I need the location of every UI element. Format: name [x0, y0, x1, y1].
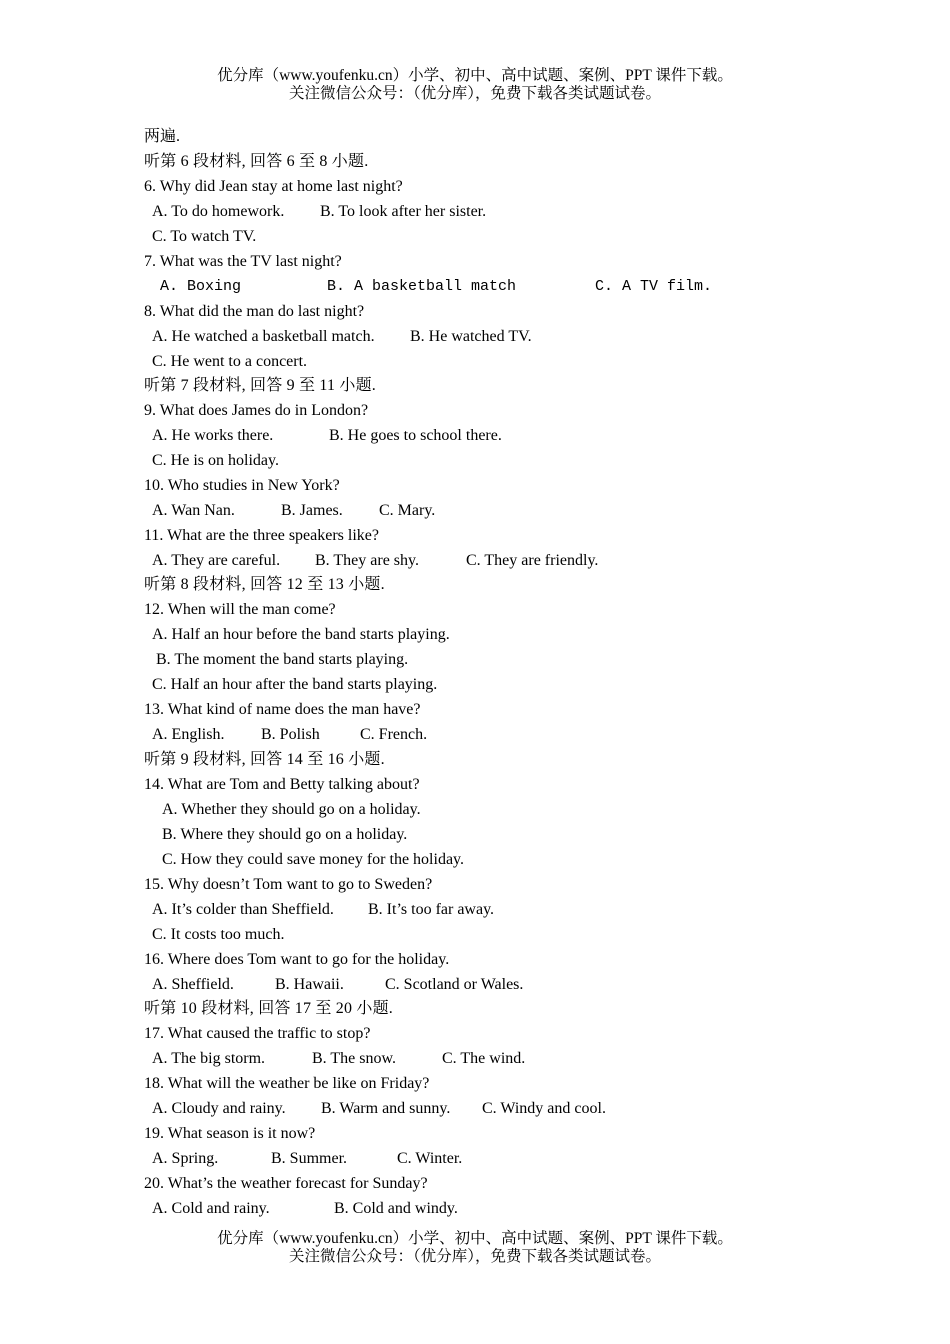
footer-line-2: 关注微信公众号：（优分库），免费下载各类试题试卷。 — [288, 1248, 661, 1265]
question-13: 13. What kind of name does the man have? — [144, 701, 421, 718]
question-18: 18. What will the weather be like on Friday? — [144, 1075, 430, 1092]
question-6-option-c: C. To watch TV. — [152, 228, 257, 245]
question-14-option-a: A. Whether they should go on a holiday. — [162, 801, 421, 818]
question-16-option-b: B. Hawaii. — [275, 976, 344, 993]
page-footer — [0, 1230, 950, 1266]
question-12-option-a: A. Half an hour before the band starts playing. — [152, 626, 450, 643]
question-19-option-c: C. Winter. — [397, 1150, 463, 1167]
question-7-option-c: C. A TV film. — [595, 278, 713, 295]
question-13-option-a: A. English. — [152, 726, 225, 743]
question-6: 6. Why did Jean stay at home last night? — [144, 178, 403, 195]
question-9-option-c: C. He is on holiday. — [152, 452, 279, 469]
question-19-option-a: A. Spring. — [152, 1150, 219, 1167]
question-17-option-a: A. The big storm. — [152, 1050, 266, 1067]
question-11-option-c: C. They are friendly. — [466, 552, 599, 569]
question-15-option-c: C. It costs too much. — [152, 926, 285, 943]
section-heading-7: 听第 7 段材料, 回答 9 至 11 小题. — [144, 377, 377, 394]
question-17-option-c: C. The wind. — [442, 1050, 526, 1067]
footer-line-1: 优分库（www.youfenku.cn）小学、初中、高中试题、案例、PPT 课件下载。 — [217, 1230, 733, 1247]
section-heading-6: 听第 6 段材料, 回答 6 至 8 小题. — [144, 153, 369, 170]
question-11-option-a: A. They are careful. — [152, 552, 281, 569]
question-19-option-b: B. Summer. — [271, 1150, 348, 1167]
question-14: 14. What are Tom and Betty talking about? — [144, 776, 420, 793]
question-10-option-c: C. Mary. — [379, 502, 436, 519]
question-10-option-b: B. James. — [281, 502, 343, 519]
section-heading-8: 听第 8 段材料, 回答 12 至 13 小题. — [144, 576, 385, 593]
question-16-option-c: C. Scotland or Wales. — [385, 976, 524, 993]
question-20-option-b: B. Cold and windy. — [334, 1200, 458, 1217]
question-17-option-b: B. The snow. — [312, 1050, 396, 1067]
question-8-option-a: A. He watched a basketball match. — [152, 328, 375, 345]
question-11-option-b: B. They are shy. — [315, 552, 419, 569]
question-12: 12. When will the man come? — [144, 601, 336, 618]
question-9-option-a: A. He works there. — [152, 427, 274, 444]
intro-text: 两遍. — [144, 128, 181, 145]
section-heading-10: 听第 10 段材料, 回答 17 至 20 小题. — [144, 1000, 394, 1017]
question-11: 11. What are the three speakers like? — [144, 527, 379, 544]
question-7: 7. What was the TV last night? — [144, 253, 342, 270]
question-9: 9. What does James do in London? — [144, 402, 369, 419]
section-heading-9: 听第 9 段材料, 回答 14 至 16 小题. — [144, 751, 385, 768]
question-20: 20. What’s the weather forecast for Sunday? — [144, 1175, 428, 1192]
question-7-option-b: B. A basketball match — [327, 278, 517, 295]
question-20-option-a: A. Cold and rainy. — [152, 1200, 270, 1217]
question-17: 17. What caused the traffic to stop? — [144, 1025, 371, 1042]
question-6-option-a: A. To do homework. — [152, 203, 285, 220]
question-9-option-b: B. He goes to school there. — [329, 427, 502, 444]
question-15-option-b: B. It’s too far away. — [368, 901, 495, 918]
header-line-1: 优分库（www.youfenku.cn）小学、初中、高中试题、案例、PPT 课件下载。 — [217, 67, 733, 84]
question-16: 16. Where does Tom want to go for the holiday. — [144, 951, 450, 968]
question-7-option-a: A. Boxing — [160, 278, 242, 295]
question-13-option-b: B. Polish — [261, 726, 320, 743]
question-6-option-b: B. To look after her sister. — [320, 203, 487, 220]
question-18-option-c: C. Windy and cool. — [482, 1100, 606, 1117]
question-18-option-a: A. Cloudy and rainy. — [152, 1100, 286, 1117]
page-header — [0, 67, 950, 103]
question-18-option-b: B. Warm and sunny. — [321, 1100, 451, 1117]
question-15-option-a: A. It’s colder than Sheffield. — [152, 901, 334, 918]
question-16-option-a: A. Sheffield. — [152, 976, 234, 993]
question-14-option-b: B. Where they should go on a holiday. — [162, 826, 408, 843]
question-8-option-b: B. He watched TV. — [410, 328, 532, 345]
header-line-2: 关注微信公众号：（优分库），免费下载各类试题试卷。 — [288, 85, 661, 102]
question-10: 10. Who studies in New York? — [144, 477, 340, 494]
question-10-option-a: A. Wan Nan. — [152, 502, 235, 519]
question-13-option-c: C. French. — [360, 726, 428, 743]
question-12-option-b: B. The moment the band starts playing. — [156, 651, 409, 668]
question-8: 8. What did the man do last night? — [144, 303, 365, 320]
question-12-option-c: C. Half an hour after the band starts playing. — [152, 676, 438, 693]
question-19: 19. What season is it now? — [144, 1125, 316, 1142]
question-14-option-c: C. How they could save money for the holiday. — [162, 851, 465, 868]
question-15: 15. Why doesn’t Tom want to go to Sweden? — [144, 876, 433, 893]
question-8-option-c: C. He went to a concert. — [152, 353, 308, 370]
